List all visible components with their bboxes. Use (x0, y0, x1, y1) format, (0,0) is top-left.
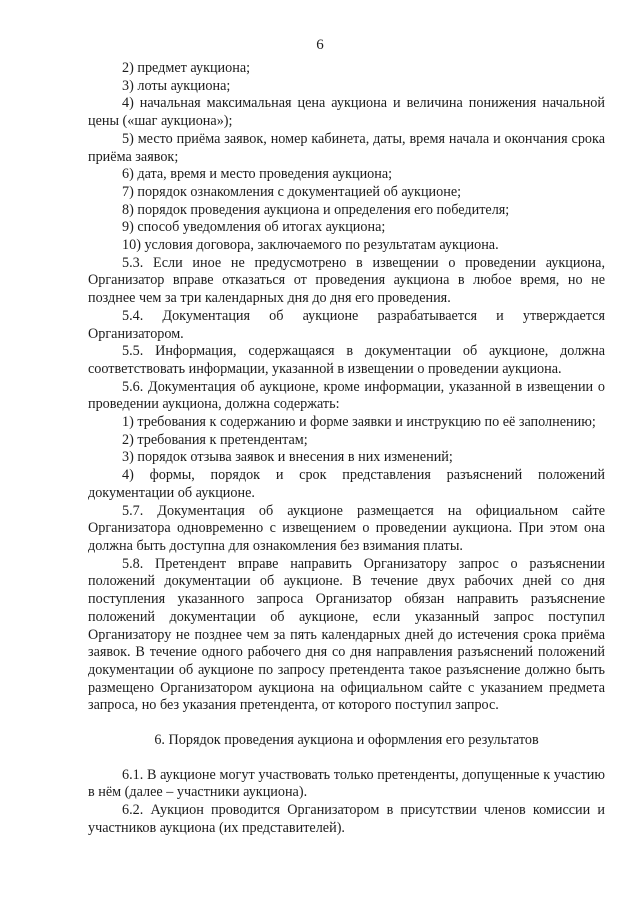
clause-5-6: 5.6. Документация об аукционе, кроме информации, указанной в извещении о проведении аукциона, должна содержать: (88, 378, 605, 413)
document-body (88, 60, 605, 838)
page-number: 6 (316, 37, 324, 53)
clause-5-6-item-4: 4) формы, порядок и срок представления разъяснений положений документации об аукционе. (88, 467, 605, 501)
section-heading: 6. Порядок проведения аукциона и оформления его результатов (154, 732, 539, 749)
list-item-6: 6) дата, время и место проведения аукциона; (122, 166, 393, 183)
clause-5-6-item-1: 1) требования к содержанию и форме заявки и инструкцию по её заполнению; (122, 414, 596, 431)
clause-5-8: 5.8. Претендент вправе направить Организатору запрос о разъяснении положений документации об аукционе. В течение двух рабочих дней со дня поступления указанного запроса Организатор обязан направить разъяснение положений документации об аукционе, если указанный запрос поступил Организатору не позднее чем за пять календарных дней до истечения срока приёма заявок. В течение одного рабочего дня со дня направления разъяснений положений документации об аукционе по запросу претендента такое разъяснение должно быть размещено Организатором аукциона на официальном сайте с указанием предмета запроса, но без указания претендента, от которого поступил запрос. (88, 555, 605, 714)
list-item-3: 3) лоты аукциона; (122, 77, 231, 94)
clause-5-6-item-3: 3) порядок отзыва заявок и внесения в них изменений; (122, 449, 453, 466)
clause-5-5: 5.5. Информация, содержащаяся в документации об аукционе, должна соответствовать информации, указанной в извещении о проведении аукциона. (88, 343, 605, 377)
clause-5-6-item-2: 2) требования к претендентам; (122, 431, 308, 448)
list-item-2: 2) предмет аукциона; (122, 60, 251, 76)
list-item-10: 10) условия договора, заключаемого по результатам аукциона. (122, 237, 499, 254)
list-item-9: 9) способ уведомления об итогах аукциона; (122, 219, 386, 236)
list-item-4: 4) начальная максимальная цена аукциона и величина понижения начальной цены («шаг аукциона»); (88, 95, 605, 130)
list-item-5: 5) место приёма заявок, номер кабинета, даты, время начала и окончания срока приёма заявок; (88, 130, 605, 165)
clause-5-7: 5.7. Документация об аукционе размещается на официальном сайте Организатора одновременно с извещением о проведении аукциона. При этом она должна быть доступна для ознакомления без взимания платы. (88, 502, 605, 554)
list-item-7: 7) порядок ознакомления с документацией об аукционе; (122, 183, 462, 200)
clause-6-1: 6.1. В аукционе могут участвовать только претенденты, допущенные к участию в нём (далее – участники аукциона). (88, 766, 605, 801)
clause-5-4: 5.4. Документация об аукционе разрабатывается и утверждается Организатором. (88, 307, 605, 342)
clause-5-3: 5.3. Если иное не предусмотрено в извещении о проведении аукциона, Организатор вправе отказаться от проведения аукциона в любое время, но не позднее чем за три календарных дня до дня его проведения. (88, 254, 605, 307)
list-item-8: 8) порядок проведения аукциона и определения его победителя; (122, 201, 510, 218)
clause-6-2: 6.2. Аукцион проводится Организатором в присутствии членов комиссии и участников аукциона (их представителей). (88, 802, 605, 836)
